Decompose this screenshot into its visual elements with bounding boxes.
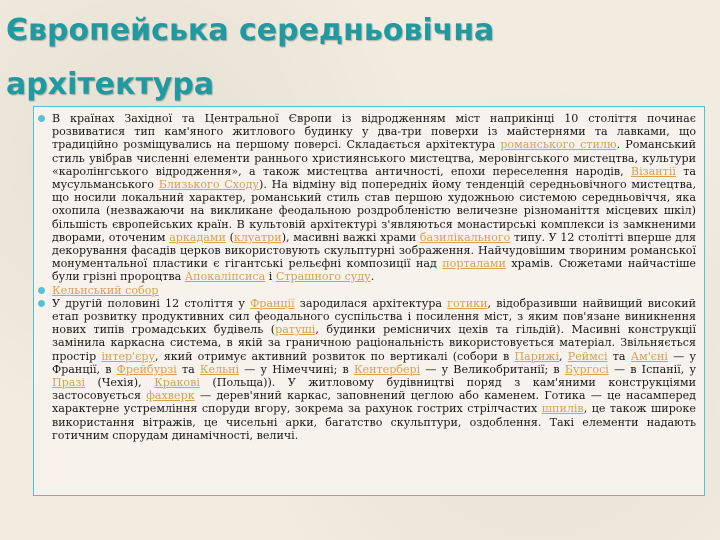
bullet-dot-icon — [38, 287, 45, 294]
bullet-list — [52, 112, 696, 442]
bullet-item — [52, 297, 696, 442]
hyperlink[interactable]: фахверк — [146, 389, 195, 403]
hyperlink[interactable]: Апокаліпсиса — [184, 270, 266, 284]
hyperlink[interactable]: ратуші — [275, 323, 316, 337]
hyperlink[interactable]: Близького Сходу — [158, 178, 260, 192]
body-text: — у Великобританії; в — [420, 362, 565, 376]
body-text: В країнах Західної та Центральної Європи із відродженням міст наприкінці 10 століття починає розвиватися тип кам'яного житлового будинку у два-три поверхи із майстернями та лавками, що традиційно розміщувались на першому поверсі. Складається архітектура — [52, 112, 696, 152]
hyperlink[interactable]: шпилів — [541, 402, 584, 416]
body-text: — дерев'яний каркас, заповнений цеглою або каменем. Готика — це насамперед характерне устремління споруди вгору, зокрема за рахунок гострих стрілчастих — [52, 389, 696, 416]
body-text: та мусульманського — [52, 164, 696, 192]
slide-title: Європейська середньовічна архітектура — [6, 13, 495, 102]
hyperlink[interactable]: Бургосі — [564, 362, 609, 376]
hyperlink[interactable]: Парижі — [514, 349, 559, 363]
hyperlink[interactable]: романського стилю — [500, 138, 617, 152]
content-box — [33, 106, 705, 496]
hyperlink[interactable]: Ам'єні — [630, 349, 668, 363]
body-text: — в Іспанії, у — [608, 362, 696, 376]
body-text: , це також широке використання вітражів, це чисельні арки, багатство скульптури, оздоблення. Такі елементи надають готичним спорудам динамічності, величі. — [52, 402, 696, 442]
body-text: , відобразивши найвищий високий етап розвитку продуктивних сил феодального суспільства і посилення міст, з яким пов'язане виникнення нових типів громадських будівель ( — [52, 296, 696, 337]
body-text: , будинки ремісничих цехів та гільдій). Масивні конструкції замінила каркасна система, в якій за граничною раціональність використовується матеріал. Звільняється простір — [52, 323, 697, 363]
body-text: (Чехія), — [85, 376, 155, 390]
body-text: , який отримує активний розвиток по вертикалі (собори в — [155, 349, 515, 363]
hyperlink[interactable]: Франції — [250, 296, 295, 310]
hyperlink[interactable]: Реймсі — [567, 349, 608, 363]
hyperlink[interactable]: Кельнський собор — [52, 283, 159, 297]
hyperlink[interactable]: Фрейбурзі — [116, 362, 177, 376]
body-text: типу. У 12 столітті вперше для декорування фасадів церков використовують скульптурні зображення. Найчудовішим твориним романської монументальної пластики є гігантські рельєфні композиції над — [52, 230, 697, 271]
body-text: ), масивні важкі храми — [281, 230, 420, 244]
body-text: ). На відміну від попередніх йому тенденцій середньовічного мистецтва, що носили локальний характер, романський стиль став першою художньою системою середньовіччя, яка охопила (незважаючи на викликане феодальною роздробленістю величезне різноманіття місцевих шкіл) більшість європейських країн. В культовій архітектурі з'являються монастирські комплекси із замкненими дворами, оточеним — [52, 178, 696, 244]
body-text: У другій половині 12 століття у — [52, 296, 251, 310]
hyperlink[interactable]: Кентербері — [353, 362, 421, 376]
bullet-item — [52, 112, 696, 284]
body-text: — у Німеччині; в — [239, 362, 354, 376]
hyperlink[interactable]: Візантії — [630, 164, 676, 178]
hyperlink[interactable]: Празі — [52, 376, 85, 390]
body-text: зародилася архітектура — [294, 296, 448, 310]
body-text: та — [176, 362, 200, 376]
bullet-dot-icon — [38, 300, 45, 307]
body-text: (Польща)). У житловому будівництві поряд з кам'яними конструкціями застосовується — [52, 376, 696, 403]
body-text: храмів. Сюжетами найчастіше були грізні пророцтва — [52, 257, 696, 284]
hyperlink[interactable]: готики — [447, 296, 488, 310]
hyperlink[interactable]: аркадами — [169, 230, 226, 244]
hyperlink[interactable]: інтер'єру — [101, 349, 156, 363]
hyperlink[interactable]: базилікального — [419, 230, 511, 244]
body-text: і — [265, 270, 276, 284]
hyperlink[interactable]: порталами — [442, 257, 506, 271]
body-text: ( — [225, 230, 234, 244]
body-text: та — [607, 349, 631, 363]
bullet-dot-icon — [38, 115, 45, 122]
body-text: . Романський стиль увібрав численні елементи раннього християнського мистецтва, меровінгського мистецтва, культури «каролінгського відродження», а також мистецтва античності, епохи переселення народів, — [52, 138, 696, 178]
hyperlink[interactable]: Страшного суду — [275, 270, 371, 284]
hyperlink[interactable]: Кельні — [199, 362, 240, 376]
body-text: . — [370, 270, 375, 284]
body-text: , — [559, 349, 568, 363]
body-text: — у Франції, в — [52, 349, 696, 376]
bullet-item — [52, 284, 696, 297]
hyperlink[interactable]: Кракові — [154, 376, 200, 390]
hyperlink[interactable]: клуатри — [233, 230, 282, 244]
